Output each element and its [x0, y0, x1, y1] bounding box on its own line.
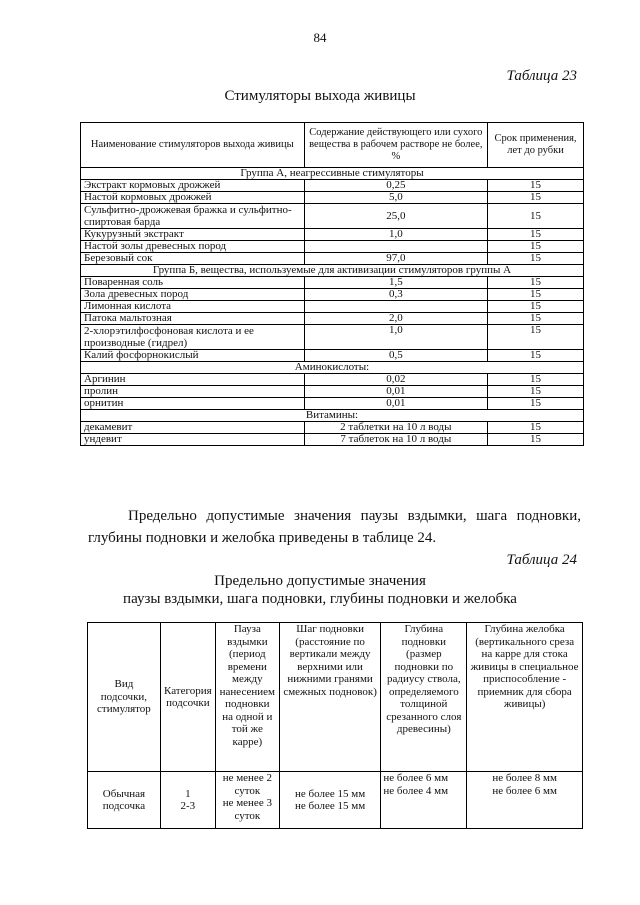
t23-cell: 15: [488, 386, 584, 398]
t23-cell: 7 таблеток на 10 л воды: [304, 434, 488, 446]
t23-cell: 2 таблетки на 10 л воды: [304, 422, 488, 434]
t23-cell: Кукурузный экстракт: [81, 229, 305, 241]
t23-cell: 0,3: [304, 289, 488, 301]
t23-cell: 15: [488, 277, 584, 289]
t23-cell: 1,0: [304, 325, 488, 350]
t23-cell: Калий фосфорнокислый: [81, 350, 305, 362]
t23-cell: 1,5: [304, 277, 488, 289]
t23-cell: 15: [488, 422, 584, 434]
table-23-title: Стимуляторы выхода живицы: [224, 88, 416, 104]
t23-cell: ундевит: [81, 434, 305, 446]
t23-header-name: Наименование стимуляторов выхода живицы: [81, 123, 305, 168]
t23-cell: Лимонная кислота: [81, 301, 305, 313]
table-23: [80, 122, 584, 446]
t23-cell: декамевит: [81, 422, 305, 434]
t24-cell-groove: не более 8 мм не более 6 мм: [467, 772, 583, 829]
t23-vitamins: Витамины:: [81, 410, 584, 422]
t23-cell: [304, 301, 488, 313]
t24-cell-depth: не более 6 мм не более 4 мм: [381, 772, 467, 829]
t23-cell: Аргинин: [81, 374, 305, 386]
table-24-title-line1: Предельно допустимые значения: [214, 573, 426, 589]
t23-cell: 15: [488, 374, 584, 386]
t24-header-pause: Пауза вздымки (период времени между нанесением подновки на одной и той же карре): [215, 623, 279, 772]
t23-cell: 15: [488, 325, 584, 350]
table-24: [87, 622, 583, 829]
t23-cell: 15: [488, 204, 584, 229]
t23-cell: 0,02: [304, 374, 488, 386]
t23-cell: 15: [488, 350, 584, 362]
table-24-title-line2: паузы вздымки, шага подновки, глубины подновки и желобка: [123, 591, 517, 607]
t24-cell-step: не более 15 мм не более 15 мм: [279, 772, 381, 829]
t23-cell: 5,0: [304, 192, 488, 204]
t23-cell: Патока мальтозная: [81, 313, 305, 325]
t23-cell: 15: [488, 180, 584, 192]
t23-cell: 15: [488, 229, 584, 241]
t23-cell: 15: [488, 253, 584, 265]
t23-cell: Настой кормовых дрожжей: [81, 192, 305, 204]
page-number: 84: [313, 30, 327, 45]
t23-cell: 1,0: [304, 229, 488, 241]
t23-cell: 97,0: [304, 253, 488, 265]
t24-header-depth: Глубина подновки (размер подновки по радиусу ствола, определяемого толщиной срезанного слоя древесины): [381, 623, 467, 772]
t23-cell: Сульфитно-дрожжевая бражка и сульфитно-спиртовая барда: [81, 204, 305, 229]
t23-cell: 15: [488, 241, 584, 253]
table-23-caption: Таблица 23: [506, 68, 577, 84]
t23-group-b: Группа Б, вещества, используемые для активизации стимуляторов группы А: [81, 265, 584, 277]
t23-cell: 25,0: [304, 204, 488, 229]
t23-cell: 0,25: [304, 180, 488, 192]
t23-cell: 2-хлорэтилфосфоновая кислота и ее производные (гидрел): [81, 325, 305, 350]
t23-header-term: Срок применения, лет до рубки: [488, 123, 584, 168]
t24-cell-type: Обычная подсочка: [88, 772, 161, 829]
t23-cell: 0,01: [304, 386, 488, 398]
t24-header-type: Вид подсочки, стимулятор: [88, 623, 161, 772]
table-24-caption: Таблица 24: [506, 552, 577, 568]
t23-cell: Поваренная соль: [81, 277, 305, 289]
t23-cell: 15: [488, 192, 584, 204]
t23-cell: 0,01: [304, 398, 488, 410]
t23-cell: Березовый сок: [81, 253, 305, 265]
body-paragraph: Предельно допустимые значения паузы вздымки, шага подновки, глубины подновки и желобка приведены в таблице 24.: [88, 508, 581, 546]
t24-cell-category: 1 2-3: [160, 772, 215, 829]
t23-cell: 15: [488, 434, 584, 446]
t24-header-category: Категория подсочки: [160, 623, 215, 772]
t23-cell: 2,0: [304, 313, 488, 325]
t23-cell: 15: [488, 313, 584, 325]
t24-header-groove: Глубина желобка (вертикального среза на карре для стока живицы в специальное приспособление - приемник для сбора живицы): [467, 623, 583, 772]
t23-cell: Экстракт кормовых дрожжей: [81, 180, 305, 192]
t23-cell: пролин: [81, 386, 305, 398]
t23-group-a: Группа А, неагрессивные стимуляторы: [81, 168, 584, 180]
t23-cell: Настой золы древесных пород: [81, 241, 305, 253]
t24-header-step: Шаг подновки (расстояние по вертикали между верхними или нижними гранями смежных подновок): [279, 623, 381, 772]
t23-cell: 15: [488, 301, 584, 313]
t23-cell: 0,5: [304, 350, 488, 362]
t23-header-content: Содержание действующего или сухого вещества в рабочем растворе не более, %: [304, 123, 488, 168]
t23-aminoacids: Аминокислоты:: [81, 362, 584, 374]
t24-cell-pause: не менее 2 суток не менее 3 суток: [215, 772, 279, 829]
t23-cell: [304, 241, 488, 253]
t23-cell: 15: [488, 289, 584, 301]
t23-cell: Зола древесных пород: [81, 289, 305, 301]
t23-cell: 15: [488, 398, 584, 410]
t23-cell: орнитин: [81, 398, 305, 410]
